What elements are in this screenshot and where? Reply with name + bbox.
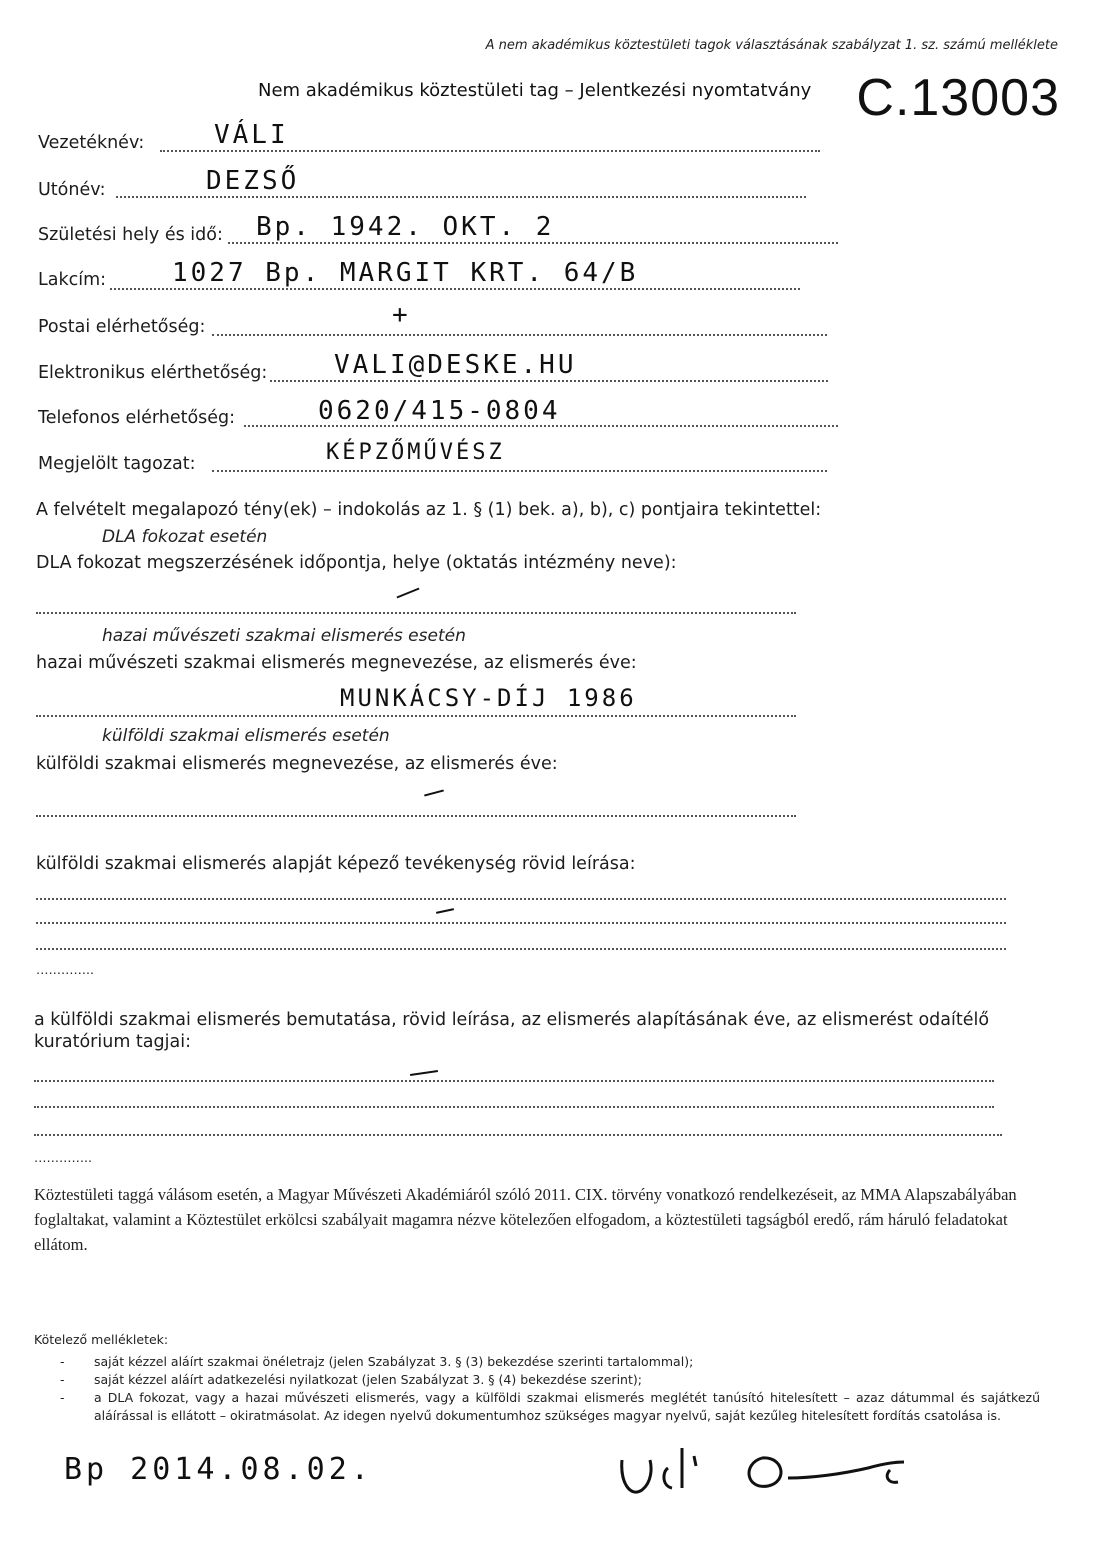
form-title: Nem akadémikus köztestületi tag – Jelentkezési nyomtatvány bbox=[258, 80, 812, 101]
field-label: Elektronikus elérthetőség: bbox=[38, 363, 268, 383]
foreign-line[interactable] bbox=[36, 815, 796, 817]
field-value: 0620/415-0804 bbox=[318, 396, 561, 426]
declaration-text: Köztestületi taggá válásom esetén, a Magyar Művészeti Akadémiáról szóló 2011. CIX. törvény vonatkozó rendelkezéseit, az MMA Alapszabályában foglaltakat, valamint a Köztestület erkölcsi szabályait magamra nézve kötelezően elfogadom, a köztestületi tagságból eredő, rám háruló feladatokat ellátom. bbox=[34, 1185, 1017, 1254]
presentation-line-1[interactable] bbox=[34, 1080, 994, 1082]
field-label: Megjelölt tagozat: bbox=[38, 454, 196, 474]
activity-line-end: ………….. bbox=[36, 962, 94, 977]
field-label: Lakcím: bbox=[38, 270, 107, 290]
foreign-label: külföldi szakmai elismerés megnevezése, az elismerés éve: bbox=[36, 754, 558, 774]
field-label: Postai elérhetőség: bbox=[38, 317, 206, 337]
field-value: VÁLI bbox=[214, 120, 289, 150]
dla-subheading: DLA fokozat esetén bbox=[102, 527, 268, 547]
signature-image bbox=[612, 1438, 912, 1502]
domestic-subheading: hazai művészeti szakmai elismerés esetén bbox=[102, 626, 466, 646]
document-id: C.13003 bbox=[856, 69, 1060, 127]
field-label: Telefonos elérhetőség: bbox=[38, 408, 236, 428]
dla-line[interactable] bbox=[36, 612, 796, 614]
foreign-presentation-label: a külföldi szakmai elismerés bemutatása, rövid leírása, az elismerés alapításának éve, az elismerést odaítélő bbox=[34, 1010, 990, 1030]
domestic-line[interactable] bbox=[36, 715, 796, 717]
field-value: DEZSŐ bbox=[206, 166, 300, 196]
presentation-line-end: ………….. bbox=[34, 1150, 92, 1165]
presentation-line-3[interactable] bbox=[34, 1134, 1002, 1136]
domestic-label: hazai művészeti szakmai elismerés megnevezése, az elismerés éve: bbox=[36, 653, 637, 673]
attachments-heading: Kötelező mellékletek: bbox=[34, 1332, 169, 1347]
field-value: 1027 Bp. MARGIT KRT. 64/B bbox=[172, 258, 639, 288]
field-label: Születési hely és idő: bbox=[38, 225, 223, 245]
foreign-presentation-label-2: kuratórium tagjai: bbox=[34, 1032, 191, 1052]
activity-line-3[interactable] bbox=[36, 948, 1006, 950]
dla-label: DLA fokozat megszerzésének időpontja, helye (oktatás intézmény neve): bbox=[36, 553, 677, 573]
foreign-activity-label: külföldi szakmai elismerés alapját képező tevékenység rövid leírása: bbox=[36, 854, 636, 874]
domestic-value: MUNKÁCSY-DÍJ 1986 bbox=[340, 684, 637, 712]
field-label: Utónév: bbox=[38, 180, 106, 200]
place-date: Bp 2014.08.02. bbox=[64, 1452, 373, 1487]
basis-heading: A felvételt megalapozó tény(ek) – indokolás az 1. § (1) bek. a), b), c) pontjaira tekintettel: bbox=[36, 500, 822, 520]
field-value: VALI@DESKE.HU bbox=[334, 350, 577, 380]
field-value: + bbox=[392, 300, 411, 330]
attachment-item: - saját kézzel aláírt szakmai önéletrajz (jelen Szabályzat 3. § (3) bekezdése szerinti tartalommal); bbox=[60, 1354, 694, 1369]
attachment-item: - a DLA fokozat, vagy a hazai művészeti elismerés, vagy a külföldi szakmai elismerés meglétét tanúsító hitelesített – azaz dátummal és sajátkezű aláírással is ellátott – okiratmásolat. Az idegen nyelvű dokumentumhoz szükséges magyar nyelvű, saját kezűleg hitelesített fordítás csatolása is. bbox=[60, 1390, 1040, 1423]
presentation-line-2[interactable] bbox=[34, 1106, 994, 1108]
activity-line-2[interactable] bbox=[36, 922, 1006, 924]
field-label: Vezetéknév: bbox=[38, 133, 145, 153]
field-value: Bp. 1942. OKT. 2 bbox=[256, 212, 555, 242]
foreign-subheading: külföldi szakmai elismerés esetén bbox=[102, 726, 390, 746]
activity-line-1[interactable] bbox=[36, 898, 1006, 900]
header-note: A nem akadémikus köztestületi tagok választásának szabályzat 1. sz. számú melléklete bbox=[485, 38, 1058, 53]
attachment-item: - saját kézzel aláírt adatkezelési nyilatkozat (jelen Szabályzat 3. § (4) bekezdése szerint); bbox=[60, 1372, 642, 1387]
attachments-list bbox=[60, 1353, 1040, 1425]
field-value: KÉPZŐMŰVÉSZ bbox=[326, 440, 505, 465]
